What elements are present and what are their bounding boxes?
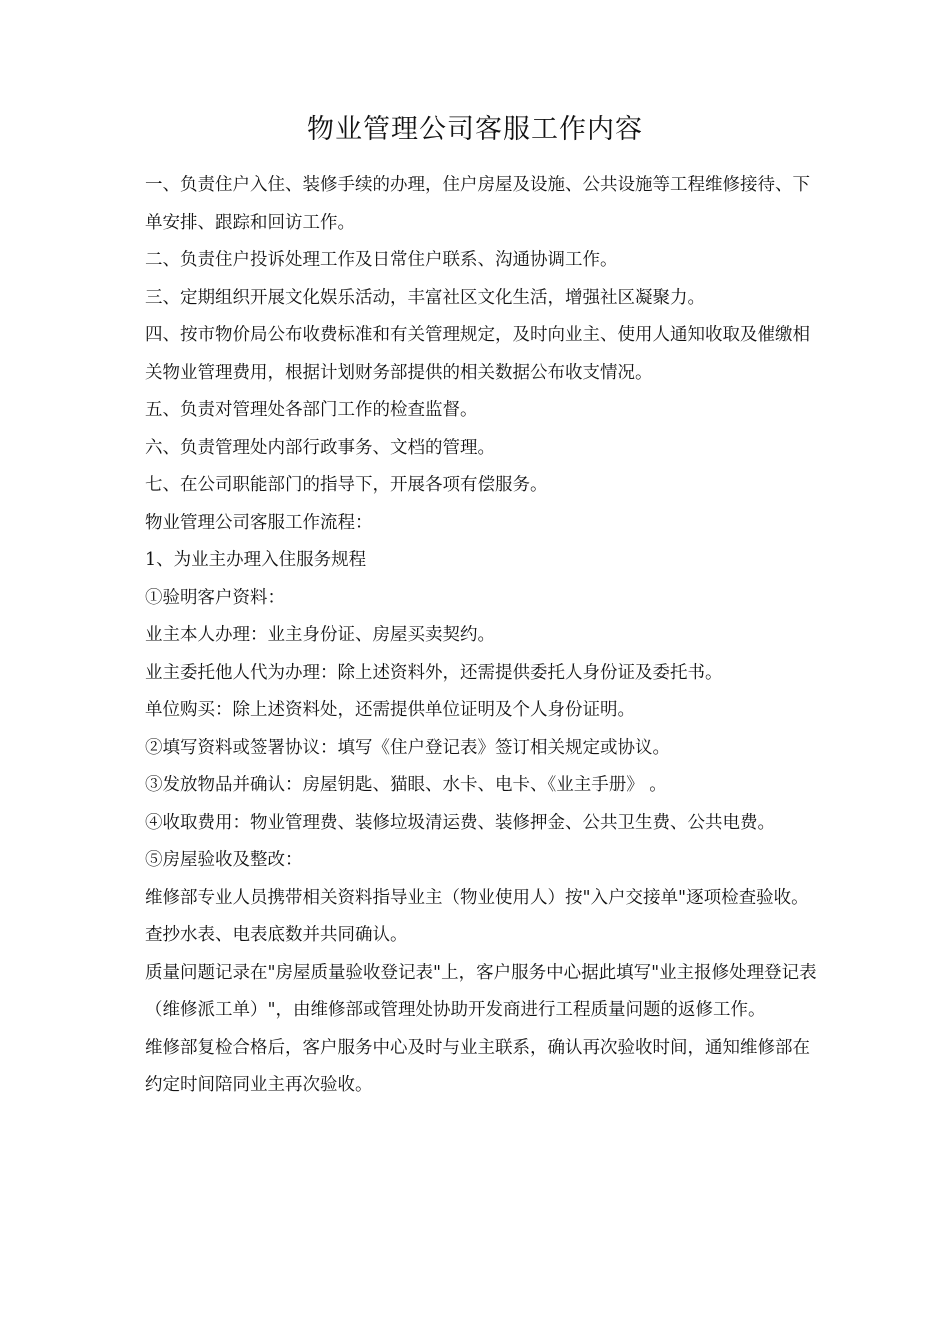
paragraph-duty-1: 一、负责住户入住、装修手续的办理，住户房屋及设施、公共设施等工程维修接待、下单安排、跟踪和回访工作。 bbox=[145, 175, 810, 233]
paragraph-company-purchase: 单位购买：除上述资料处，还需提供单位证明及个人身份证明。 bbox=[145, 700, 635, 720]
paragraph-duty-5: 五、负责对管理处各部门工作的检查监督。 bbox=[145, 400, 478, 420]
paragraph-duty-7: 七、在公司职能部门的指导下，开展各项有偿服务。 bbox=[145, 475, 548, 495]
paragraph-reinspection: 维修部复检合格后，客户服务中心及时与业主联系，确认再次验收时间，通知维修部在约定时间陪同业主再次验收。 bbox=[145, 1037, 810, 1095]
paragraph-quality-issues: 质量问题记录在"房屋质量验收登记表"上，客户服务中心据此填写"业主报修处理登记表（维修派工单）"，由维修部或管理处协助开发商进行工程质量问题的返修工作。 bbox=[145, 962, 817, 1020]
section-heading-workflow: 物业管理公司客服工作流程： bbox=[145, 512, 373, 533]
step-house-inspection: ⑤房屋验收及整改： bbox=[145, 850, 303, 870]
paragraph-meter-reading: 查抄水表、电表底数并共同确认。 bbox=[145, 925, 408, 945]
paragraph-inspection-guide: 维修部专业人员携带相关资料指导业主（物业使用人）按"入户交接单"逐项检查验收。 bbox=[145, 887, 809, 908]
paragraph-duty-2: 二、负责住户投诉处理工作及日常住户联系、沟通协调工作。 bbox=[145, 250, 618, 270]
subsection-heading-move-in: 1、为业主办理入住服务规程 bbox=[145, 550, 367, 570]
step-distribute-items: ③发放物品并确认：房屋钥匙、猫眼、水卡、电卡、《业主手册》 。 bbox=[145, 775, 667, 795]
step-fill-forms: ②填写资料或签署协议：填写《住户登记表》签订相关规定或协议。 bbox=[145, 737, 670, 758]
step-verify-documents: ①验明客户资料： bbox=[145, 587, 285, 608]
paragraph-duty-6: 六、负责管理处内部行政事务、文档的管理。 bbox=[145, 437, 495, 458]
paragraph-owner-in-person: 业主本人办理：业主身份证、房屋买卖契约。 bbox=[145, 625, 495, 645]
paragraph-duty-3: 三、定期组织开展文化娱乐活动，丰富社区文化生活，增强社区凝聚力。 bbox=[145, 287, 705, 308]
document-title: 物业管理公司客服工作内容 bbox=[307, 114, 643, 145]
paragraph-duty-4: 四、按市物价局公布收费标准和有关管理规定，及时向业主、使用人通知收取及催缴相关物业管理费用，根据计划财务部提供的相关数据公布收支情况。 bbox=[145, 325, 810, 383]
step-collect-fees: ④收取费用：物业管理费、装修垃圾清运费、装修押金、公共卫生费、公共电费。 bbox=[145, 812, 775, 833]
paragraph-owner-proxy: 业主委托他人代为办理：除上述资料外，还需提供委托人身份证及委托书。 bbox=[145, 662, 723, 683]
document-body bbox=[145, 167, 825, 1105]
